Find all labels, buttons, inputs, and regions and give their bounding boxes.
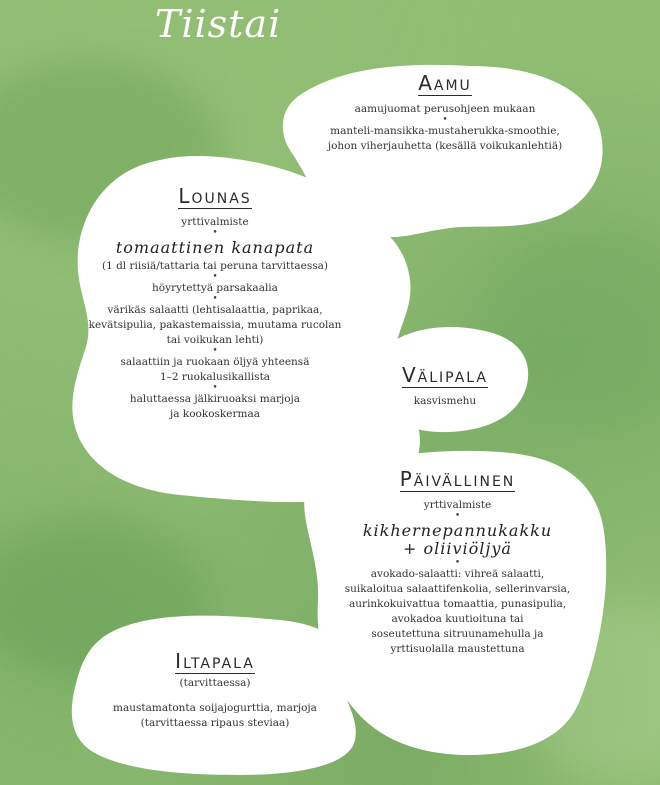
page-title: Tiistai <box>155 2 282 46</box>
lounas-item: tai voikukan lehti) <box>166 334 264 346</box>
section-aamu <box>305 72 585 154</box>
heading-paivallinen: Päivällinen <box>399 467 516 491</box>
paivallinen-item: suikaloitua salaattifenkolia, sellerinvarsia, <box>344 583 571 595</box>
lounas-main-dish: tomaattinen kanapata <box>115 238 315 257</box>
section-valipala <box>370 364 520 409</box>
paivallinen-item: avokadoa kuutioituna tai <box>391 613 524 625</box>
bullet-dot: • <box>212 383 218 393</box>
lounas-item: värikäs salaatti (lehtisalaattia, paprikaa, <box>107 304 323 316</box>
lounas-item: salaattiin ja ruokaan öljyä yhteensä <box>120 356 310 368</box>
bullet-dot: • <box>212 272 218 282</box>
bullet-dot: • <box>212 294 218 304</box>
paivallinen-main-dish: kikhernepannukakku <box>362 521 553 540</box>
heading-aamu: Aamu <box>418 71 472 95</box>
heading-valipala: Välipala <box>401 363 488 387</box>
lounas-item: 1–2 ruokalusikallista <box>159 371 271 383</box>
paivallinen-item: aurinkokuivattua tomaattia, punasipulia, <box>348 598 567 610</box>
paivallinen-item: yrttisuolalla maustettuna <box>390 643 525 655</box>
lounas-item: haluttaessa jälkiruoaksi marjoja <box>129 393 301 405</box>
section-iltapala <box>100 650 330 731</box>
bullet-dot: • <box>454 558 461 568</box>
lounas-item: höyrytettyä parsakaalia <box>152 282 278 294</box>
lounas-item: ja kookoskermaa <box>169 408 260 420</box>
paivallinen-item: soseutettuna sitruunamehulla ja <box>371 628 544 640</box>
section-paivallinen <box>320 468 595 657</box>
iltapala-subtitle: (tarvittaessa) <box>179 677 251 689</box>
aamu-item: manteli-mansikka-mustaherukka-smoothie, <box>330 125 560 137</box>
bullet-dot: • <box>212 346 218 356</box>
valipala-item: kasvismehu <box>413 395 477 407</box>
lounas-item: kevätsipulia, pakastemaissia, muutama rucolan <box>88 319 342 331</box>
aamu-item: aamujuomat perusohjeen mukaan <box>354 103 536 115</box>
paivallinen-item: yrttivalmiste <box>423 499 492 511</box>
bullet-dot: • <box>442 115 448 125</box>
heading-lounas: Lounas <box>178 184 252 208</box>
iltapala-item: (tarvittaessa ripaus steviaa) <box>140 717 290 729</box>
lounas-item: (1 dl riisiä/tattaria tai peruna tarvittaessa) <box>101 260 329 272</box>
lounas-item: yrttivalmiste <box>181 216 249 228</box>
heading-iltapala: Iltapala <box>175 649 255 673</box>
iltapala-item: maustamatonta soijajogurttia, marjoja <box>113 702 317 714</box>
aamu-item: johon viherjauhetta (kesällä voikukanlehtiä) <box>327 140 563 152</box>
bullet-dot: • <box>212 228 218 238</box>
bullet-dot: • <box>454 511 461 521</box>
paivallinen-main-dish: + oliiviöljyä <box>403 539 512 558</box>
paivallinen-item: avokado-salaatti: vihreä salaatti, <box>370 568 545 580</box>
section-lounas <box>70 185 360 422</box>
